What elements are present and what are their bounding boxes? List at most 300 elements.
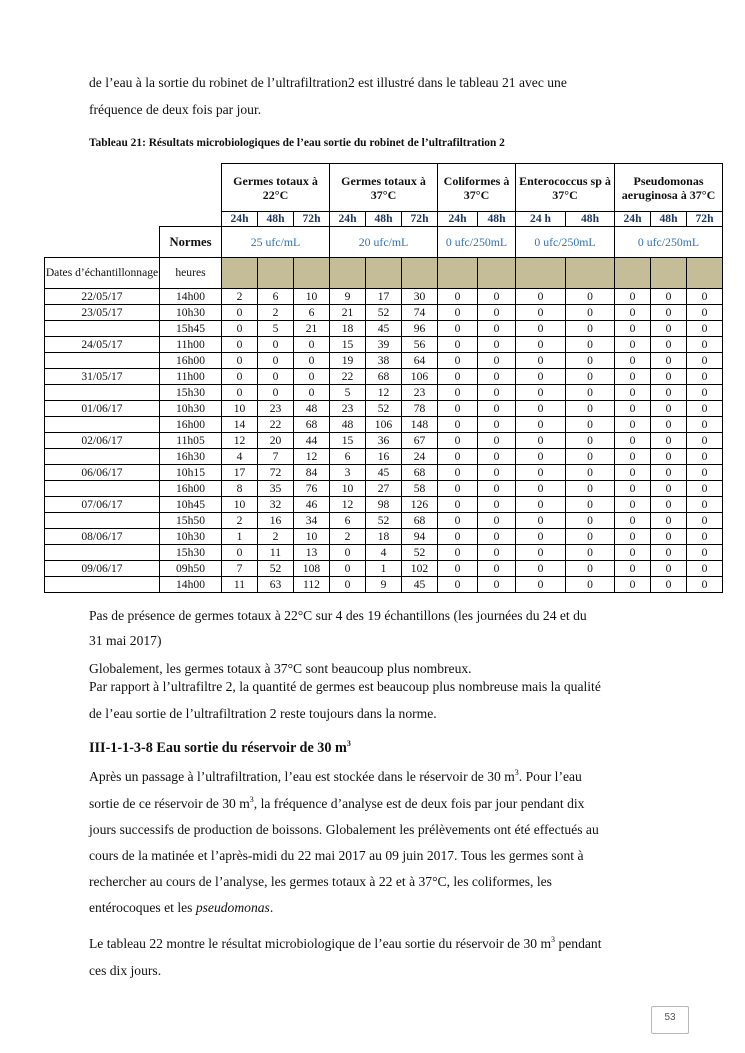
value-cell: 34	[294, 513, 330, 529]
sub-header: 48h	[258, 212, 294, 227]
value-cell: 0	[615, 561, 651, 577]
value-cell: 0	[615, 513, 651, 529]
value-cell: 0	[687, 481, 723, 497]
value-cell: 0	[615, 433, 651, 449]
value-cell: 23	[402, 385, 438, 401]
shaded-cell	[687, 258, 723, 289]
hour-cell: 15h45	[160, 321, 222, 337]
value-cell: 0	[294, 353, 330, 369]
value-cell: 78	[402, 401, 438, 417]
table-row	[45, 465, 723, 481]
date-cell: 23/05/17	[45, 305, 160, 321]
value-cell: 0	[687, 497, 723, 513]
value-cell: 0	[566, 465, 615, 481]
value-cell: 0	[566, 433, 615, 449]
value-cell: 68	[402, 513, 438, 529]
value-cell: 98	[366, 497, 402, 513]
value-cell: 1	[366, 561, 402, 577]
value-cell: 0	[615, 369, 651, 385]
value-cell: 0	[566, 337, 615, 353]
value-cell: 0	[258, 337, 294, 353]
value-cell: 0	[294, 385, 330, 401]
value-cell: 0	[687, 529, 723, 545]
hour-cell: 14h00	[160, 289, 222, 305]
table-row	[45, 529, 723, 545]
value-cell: 0	[687, 513, 723, 529]
value-cell: 0	[478, 449, 516, 465]
value-cell: 0	[438, 305, 478, 321]
text-span: Le tableau 22 montre le résultat microbiologique de l’eau sortie du réservoir de 30 m	[89, 936, 552, 951]
group-header-row	[45, 164, 723, 212]
section-heading-sup: 3	[346, 739, 351, 748]
value-cell: 6	[294, 305, 330, 321]
value-cell: 0	[438, 433, 478, 449]
value-cell: 6	[330, 513, 366, 529]
value-cell: 106	[402, 369, 438, 385]
section-p1-line-3: jours successifs de production de boissons. Globalement les prélèvements ont été effectués au	[89, 822, 599, 837]
value-cell: 0	[615, 529, 651, 545]
hour-cell: 10h30	[160, 305, 222, 321]
value-cell: 0	[651, 289, 687, 305]
value-cell: 0	[566, 561, 615, 577]
value-cell: 0	[651, 337, 687, 353]
superscript: 3	[514, 768, 519, 777]
value-cell: 30	[402, 289, 438, 305]
norm-enterococcus: 0 ufc/250mL	[516, 227, 615, 258]
value-cell: 45	[366, 321, 402, 337]
value-cell: 0	[687, 449, 723, 465]
value-cell: 0	[516, 417, 566, 433]
value-cell: 0	[651, 321, 687, 337]
value-cell: 0	[566, 401, 615, 417]
value-cell: 12	[330, 497, 366, 513]
value-cell: 0	[294, 369, 330, 385]
value-cell: 0	[615, 385, 651, 401]
section-p2-line-1	[89, 930, 655, 957]
value-cell: 16	[366, 449, 402, 465]
date-cell	[45, 385, 160, 401]
italic-term: pseudomonas	[195, 900, 270, 915]
hour-cell: 16h00	[160, 481, 222, 497]
value-cell: 7	[258, 449, 294, 465]
hour-cell: 15h30	[160, 545, 222, 561]
value-cell: 0	[651, 545, 687, 561]
value-cell: 24	[402, 449, 438, 465]
value-cell: 0	[566, 545, 615, 561]
value-cell: 0	[615, 449, 651, 465]
after-p3-line-2: de l’eau sortie de l’ultrafiltration 2 reste toujours dans la norme.	[89, 706, 437, 721]
hour-cell: 09h50	[160, 561, 222, 577]
sub-header: 48h	[566, 212, 615, 227]
shaded-cell	[402, 258, 438, 289]
value-cell: 0	[687, 337, 723, 353]
value-cell: 0	[438, 529, 478, 545]
hour-cell: 11h00	[160, 369, 222, 385]
value-cell: 0	[615, 289, 651, 305]
shaded-cell	[651, 258, 687, 289]
value-cell: 52	[366, 513, 402, 529]
value-cell: 0	[478, 305, 516, 321]
value-cell: 0	[222, 337, 258, 353]
table-row	[45, 545, 723, 561]
text-span: .	[269, 900, 274, 915]
value-cell: 52	[402, 545, 438, 561]
value-cell: 0	[438, 577, 478, 593]
value-cell: 0	[687, 385, 723, 401]
group-germes-22: Germes totaux à 22°C	[222, 164, 330, 212]
value-cell: 0	[516, 369, 566, 385]
value-cell: 68	[402, 465, 438, 481]
date-cell	[45, 481, 160, 497]
after-p2: Globalement, les germes totaux à 37°C sont beaucoup plus nombreux.	[89, 661, 472, 676]
value-cell: 0	[478, 289, 516, 305]
value-cell: 0	[566, 417, 615, 433]
hour-cell: 11h05	[160, 433, 222, 449]
value-cell: 7	[222, 561, 258, 577]
table-caption: Tableau 21: Résultats microbiologiques de l’eau sortie du robinet de l’ultrafiltration 2	[89, 137, 505, 149]
value-cell: 0	[516, 289, 566, 305]
value-cell: 0	[478, 577, 516, 593]
value-cell: 0	[615, 481, 651, 497]
value-cell: 67	[402, 433, 438, 449]
value-cell: 16	[258, 513, 294, 529]
value-cell: 0	[651, 417, 687, 433]
hour-cell: 11h00	[160, 337, 222, 353]
value-cell: 12	[294, 449, 330, 465]
value-cell: 0	[294, 337, 330, 353]
value-cell: 10	[330, 481, 366, 497]
norm-pseudomonas: 0 ufc/250mL	[615, 227, 723, 258]
value-cell: 0	[516, 337, 566, 353]
shaded-cell	[222, 258, 258, 289]
value-cell: 72	[258, 465, 294, 481]
value-cell: 0	[651, 433, 687, 449]
value-cell: 0	[478, 433, 516, 449]
value-cell: 15	[330, 337, 366, 353]
table-row	[45, 321, 723, 337]
date-cell	[45, 545, 160, 561]
value-cell: 0	[478, 385, 516, 401]
value-cell: 0	[478, 481, 516, 497]
value-cell: 0	[566, 497, 615, 513]
value-cell: 56	[402, 337, 438, 353]
value-cell: 1	[222, 529, 258, 545]
value-cell: 0	[615, 465, 651, 481]
value-cell: 0	[687, 401, 723, 417]
value-cell: 36	[366, 433, 402, 449]
value-cell: 22	[330, 369, 366, 385]
value-cell: 0	[651, 481, 687, 497]
hour-cell: 15h50	[160, 513, 222, 529]
labels-row	[45, 258, 723, 289]
value-cell: 0	[687, 305, 723, 321]
value-cell: 27	[366, 481, 402, 497]
norms-blank	[45, 227, 160, 258]
value-cell: 4	[366, 545, 402, 561]
hour-cell: 10h30	[160, 529, 222, 545]
value-cell: 12	[366, 385, 402, 401]
value-cell: 0	[438, 513, 478, 529]
value-cell: 0	[516, 529, 566, 545]
shaded-cell	[438, 258, 478, 289]
value-cell: 0	[687, 465, 723, 481]
value-cell: 8	[222, 481, 258, 497]
value-cell: 18	[330, 321, 366, 337]
value-cell: 0	[478, 529, 516, 545]
value-cell: 126	[402, 497, 438, 513]
sub-header: 48h	[366, 212, 402, 227]
value-cell: 108	[294, 561, 330, 577]
value-cell: 0	[478, 545, 516, 561]
value-cell: 0	[478, 465, 516, 481]
value-cell: 0	[478, 497, 516, 513]
date-cell	[45, 417, 160, 433]
section-p1-line-1	[89, 763, 655, 790]
value-cell: 10	[222, 401, 258, 417]
value-cell: 12	[222, 433, 258, 449]
value-cell: 35	[258, 481, 294, 497]
value-cell: 0	[478, 369, 516, 385]
value-cell: 2	[330, 529, 366, 545]
group-germes-37: Germes totaux à 37°C	[330, 164, 438, 212]
value-cell: 0	[651, 561, 687, 577]
value-cell: 0	[516, 401, 566, 417]
norm-germes-37: 20 ufc/mL	[330, 227, 438, 258]
value-cell: 23	[330, 401, 366, 417]
value-cell: 48	[294, 401, 330, 417]
value-cell: 74	[402, 305, 438, 321]
value-cell: 0	[566, 513, 615, 529]
value-cell: 0	[438, 401, 478, 417]
value-cell: 94	[402, 529, 438, 545]
value-cell: 63	[258, 577, 294, 593]
value-cell: 0	[438, 321, 478, 337]
date-cell: 22/05/17	[45, 289, 160, 305]
date-cell: 24/05/17	[45, 337, 160, 353]
value-cell: 0	[566, 321, 615, 337]
table-row	[45, 369, 723, 385]
value-cell: 0	[651, 385, 687, 401]
value-cell: 0	[516, 481, 566, 497]
value-cell: 0	[566, 577, 615, 593]
value-cell: 5	[330, 385, 366, 401]
table-row	[45, 289, 723, 305]
group-enterococcus: Enterococcus sp à 37°C	[516, 164, 615, 212]
table-row	[45, 337, 723, 353]
text-span: . Pour l’eau	[518, 769, 582, 784]
date-cell: 08/06/17	[45, 529, 160, 545]
value-cell: 0	[651, 353, 687, 369]
value-cell: 0	[438, 369, 478, 385]
value-cell: 20	[258, 433, 294, 449]
value-cell: 0	[615, 545, 651, 561]
value-cell: 0	[516, 385, 566, 401]
value-cell: 46	[294, 497, 330, 513]
value-cell: 0	[566, 449, 615, 465]
date-cell	[45, 321, 160, 337]
value-cell: 0	[258, 385, 294, 401]
value-cell: 0	[687, 417, 723, 433]
value-cell: 10	[294, 289, 330, 305]
value-cell: 0	[438, 385, 478, 401]
value-cell: 0	[615, 417, 651, 433]
sub-header: 48h	[651, 212, 687, 227]
value-cell: 4	[222, 449, 258, 465]
value-cell: 68	[294, 417, 330, 433]
shaded-cell	[516, 258, 566, 289]
table-row	[45, 353, 723, 369]
value-cell: 6	[258, 289, 294, 305]
value-cell: 17	[222, 465, 258, 481]
value-cell: 17	[366, 289, 402, 305]
norm-coliformes: 0 ufc/250mL	[438, 227, 516, 258]
date-cell: 06/06/17	[45, 465, 160, 481]
table-row	[45, 449, 723, 465]
value-cell: 84	[294, 465, 330, 481]
table-row	[45, 513, 723, 529]
value-cell: 32	[258, 497, 294, 513]
results-table	[44, 163, 723, 593]
value-cell: 0	[258, 369, 294, 385]
value-cell: 0	[438, 545, 478, 561]
section-p2-line-2: ces dix jours.	[89, 963, 162, 978]
norm-germes-22: 25 ufc/mL	[222, 227, 330, 258]
value-cell: 76	[294, 481, 330, 497]
value-cell: 0	[516, 321, 566, 337]
date-cell: 02/06/17	[45, 433, 160, 449]
value-cell: 0	[651, 497, 687, 513]
after-p1-line-1: Pas de présence de germes totaux à 22°C sur 4 des 19 échantillons (les journées du 24 et du	[89, 608, 587, 623]
value-cell: 0	[516, 433, 566, 449]
value-cell: 10	[222, 497, 258, 513]
sub-header: 24h	[438, 212, 478, 227]
value-cell: 0	[651, 401, 687, 417]
value-cell: 0	[516, 561, 566, 577]
value-cell: 0	[566, 385, 615, 401]
value-cell: 0	[330, 545, 366, 561]
date-cell	[45, 513, 160, 529]
value-cell: 0	[615, 401, 651, 417]
value-cell: 52	[366, 305, 402, 321]
intro-line-2: fréquence de deux fois par jour.	[89, 102, 262, 117]
date-cell	[45, 353, 160, 369]
value-cell: 0	[566, 529, 615, 545]
hour-cell: 10h15	[160, 465, 222, 481]
value-cell: 0	[687, 289, 723, 305]
dates-label: Dates d’échantillonnage	[45, 258, 160, 289]
table-row	[45, 305, 723, 321]
value-cell: 0	[566, 305, 615, 321]
section-heading-text: III-1-1-3-8 Eau sortie du réservoir de 30 m	[89, 740, 347, 756]
value-cell: 48	[330, 417, 366, 433]
value-cell: 0	[615, 305, 651, 321]
value-cell: 6	[330, 449, 366, 465]
value-cell: 64	[402, 353, 438, 369]
sub-header: 24 h	[516, 212, 566, 227]
value-cell: 0	[438, 561, 478, 577]
value-cell: 0	[478, 353, 516, 369]
value-cell: 9	[366, 577, 402, 593]
value-cell: 0	[222, 385, 258, 401]
value-cell: 0	[438, 481, 478, 497]
value-cell: 0	[687, 433, 723, 449]
header-blank	[45, 164, 222, 227]
value-cell: 10	[294, 529, 330, 545]
sub-header: 48h	[478, 212, 516, 227]
value-cell: 0	[651, 305, 687, 321]
value-cell: 0	[478, 321, 516, 337]
value-cell: 9	[330, 289, 366, 305]
value-cell: 14	[222, 417, 258, 433]
value-cell: 0	[516, 305, 566, 321]
value-cell: 58	[402, 481, 438, 497]
shaded-cell	[258, 258, 294, 289]
value-cell: 0	[687, 353, 723, 369]
value-cell: 15	[330, 433, 366, 449]
value-cell: 0	[615, 353, 651, 369]
text-span: sortie de ce réservoir de 30 m	[89, 796, 250, 811]
section-p1-line-4: cours de la matinée et l’après-midi du 22 mai 2017 au 09 juin 2017. Tous les germes sont à	[89, 848, 584, 863]
value-cell: 0	[687, 577, 723, 593]
value-cell: 52	[366, 401, 402, 417]
group-coliformes: Coliformes à 37°C	[438, 164, 516, 212]
value-cell: 2	[222, 513, 258, 529]
value-cell: 0	[438, 417, 478, 433]
value-cell: 106	[366, 417, 402, 433]
value-cell: 0	[651, 577, 687, 593]
value-cell: 0	[566, 353, 615, 369]
date-cell: 31/05/17	[45, 369, 160, 385]
value-cell: 0	[258, 353, 294, 369]
value-cell: 0	[516, 353, 566, 369]
value-cell: 0	[478, 561, 516, 577]
section-p1-line-5: rechercher au cours de l’analyse, les germes totaux à 22 et à 37°C, les coliformes, les	[89, 874, 552, 889]
value-cell: 45	[366, 465, 402, 481]
shaded-cell	[330, 258, 366, 289]
value-cell: 2	[258, 305, 294, 321]
table-row	[45, 385, 723, 401]
value-cell: 0	[438, 497, 478, 513]
value-cell: 0	[516, 513, 566, 529]
value-cell: 0	[566, 481, 615, 497]
value-cell: 0	[222, 305, 258, 321]
value-cell: 0	[438, 449, 478, 465]
value-cell: 0	[222, 369, 258, 385]
value-cell: 2	[222, 289, 258, 305]
value-cell: 102	[402, 561, 438, 577]
hour-cell: 16h30	[160, 449, 222, 465]
section-p1-line-2	[89, 790, 655, 817]
value-cell: 0	[566, 289, 615, 305]
value-cell: 0	[516, 449, 566, 465]
value-cell: 0	[222, 545, 258, 561]
value-cell: 0	[615, 497, 651, 513]
value-cell: 44	[294, 433, 330, 449]
value-cell: 0	[516, 577, 566, 593]
date-cell	[45, 577, 160, 593]
value-cell: 18	[366, 529, 402, 545]
value-cell: 0	[438, 353, 478, 369]
value-cell: 0	[478, 401, 516, 417]
value-cell: 21	[330, 305, 366, 321]
after-p1-line-2: 31 mai 2017)	[89, 633, 162, 648]
value-cell: 148	[402, 417, 438, 433]
value-cell: 19	[330, 353, 366, 369]
value-cell: 0	[651, 513, 687, 529]
date-cell: 07/06/17	[45, 497, 160, 513]
sub-header: 24h	[330, 212, 366, 227]
value-cell: 0	[651, 369, 687, 385]
